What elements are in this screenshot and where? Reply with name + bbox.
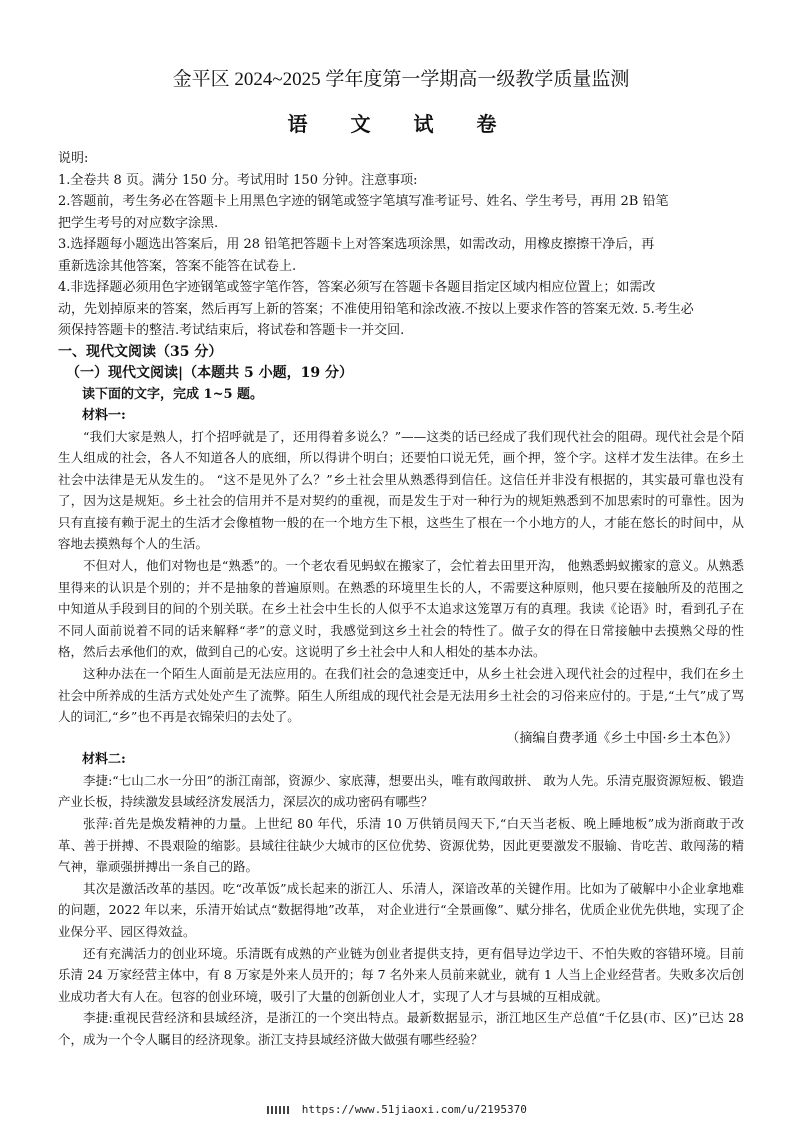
paragraph: 张萍:首先是焕发精神的力量。上世纪 80 年代，乐清 10 万供销员闯天下,“白天当老板、晚上睡地板”成为浙商敢于改革、善于拼搏、不畏艰险的缩影。县域往往缺少大城市的区位优势、资源优势，因此更要激发不服输、肯吃苦、敢闯荡的精气神，靠顽强拼搏出一条自己的路。 (58, 816, 744, 875)
footer-watermark (0, 1103, 794, 1116)
paragraph: 这种办法在一个陌生人面前是无法应用的。在我们社会的急速变迁中，从乡土社会进入现代社会的过程中，我们在乡土社会中所养成的生活方式处处产生了流弊。陌生人所组成的现代社会是无法用乡土社会的习俗来应付的。于是,“土气”成了骂人的词汇,“乡”也不再是衣锦荣归的去处了。 (58, 666, 744, 725)
source-citation: （摘编自费孝通《乡土中国·乡土本色》） (506, 730, 738, 746)
notes-label: 说明: (58, 151, 89, 166)
material-label: 材料二: (82, 751, 126, 767)
site-logo-icon (267, 1106, 289, 1114)
paragraph: 还有充满活力的创业环境。乐清既有成熟的产业链为创业者提供支持，更有倡导边学边干、不怕失败的容错环境。目前乐清 24 万家经营主体中，有 8 万家是外来人员开的；每 7 名外来人员前来就业，就有 1 人当上企业经营者。失败多次后创业成功者大有人在。包容的创业环境，吸引了大量的创新创业人才，实现了人才与县城的互相成就。 (58, 945, 744, 1004)
notes-line: 须保持答题卡的整洁.考试结束后，将试卷和答题卡一并交回. (58, 323, 405, 338)
material-two-text (58, 770, 744, 1051)
instructions-notes (58, 148, 744, 342)
subject-title: 语 文 试 卷 (287, 112, 515, 136)
notes-line: 动，先划掉原来的答案，然后再写上新的答案；不准使用铅笔和涂改液.不按以上要求作答的答案无效. 5.考生必 (58, 301, 694, 317)
paragraph: 李捷:重视民营经济和县域经济，是浙江的一个突出特点。最新数据显示，浙江地区生产总值“千亿县(市、区)”已达 28 个，成为一个令人瞩目的经济现象。浙江支持县域经济做大做强有哪些经验？ (58, 1010, 744, 1047)
notes-line: 重新选涂其他答案，答案不能答在试卷上. (58, 258, 297, 274)
notes-line: 3.选择题每小题选出答案后，用 28 铅笔把答题卡上对答案选项涂黑，如需改动，用橡皮擦擦干净后，再 (58, 237, 655, 252)
footer-url[interactable]: https://www.51jiaoxi.com/u/2195370 (301, 1103, 527, 1116)
paragraph: 李捷:“七山二水一分田”的浙江南部，资源少、家底薄，想要出头，唯有敢闯敢拼、 敢为人先。乐清克服资源短板、锻造产业长板，持续激发县域经济发展活力，深层次的成功密码有哪些？ (58, 772, 744, 810)
section-heading: 一、现代文阅读（35 分） (58, 343, 223, 360)
notes-line: 4.非选择题必须用色字迹钢笔或签字笔作答，答案必须写在答题卡各题目指定区域内相应位置上；如需改 (58, 280, 656, 295)
paragraph: “我们大家是熟人，打个招呼就是了，还用得着多说么？”——这类的话已经成了我们现代社会的阻碍。现代社会是个陌生人组成的社会，各人不知道各人的底细，所以得讲个明白；还要怕口说无凭，画个押，签个字。这样才发生法律。在乡土社会中法律是无从发生的。 “这不是见外了么？”乡土社会里从熟悉得到信任。这信任并非没有根据的，其实最可靠也没有了，因为这是规矩。乡土社会的信用并不是对契约的重视，而是发生于对一种行为的规矩熟悉到不加思索时的可靠性。因为只有直接有赖于泥土的生活才会像植物一般的在一个地方生下根，这些生了根在一个小地方的人，才能在悠长的时间中，从容地去摸熟每个人的生活。 (58, 428, 744, 552)
notes-line: 1.全卷共 8 页。满分 150 分。考试用时 150 分钟。注意事项: (58, 172, 418, 188)
paragraph: 其次是激活改革的基因。吃“改革饭”成长起来的浙江人、乐清人，深谙改革的关键作用。比如为了破解中小企业拿地难的问题，2022 年以来，乐清开始试点“数据得地”改革， 对企业进行“全景画像”、赋分排名，优质企业优先供地，实现了企业保分平、园区得效益。 (58, 880, 744, 939)
notes-line: 2.答题前，考生务必在答题卡上用黑色字迹的钢笔或签字笔填写准考证号、姓名、学生考号，再用 2B 铅笔 (58, 194, 669, 209)
material-label: 材料一: (82, 407, 126, 423)
exam-title: 金平区 2024~2025 学年度第一学期高一级教学质量监测 (172, 69, 630, 90)
notes-line: 把学生考号的对应数字涂黑. (58, 215, 219, 231)
material-one-text (58, 426, 744, 728)
subsection-heading: （一）现代文阅读|（本题共 5 小题，19 分） (66, 364, 353, 381)
reading-instruction: 读下面的文字，完成 1~5 题。 (82, 386, 264, 402)
paragraph: 不但对人，他们对物也是“熟悉”的。一个老农看见蚂蚁在搬家了，会忙着去田里开沟， 他熟悉蚂蚁搬家的意义。从熟悉里得来的认识是个别的；并不是抽象的普遍原则。在熟悉的环境里生长的人，不需要这种原则，他只要在接触所及的范围之中知道从手段到目的间的个别关联。在乡土社会中生长的人似乎不太追求这笼罩万有的真理。我读《论语》时，看到孔子在不同人面前说着不同的话来解释“孝”的意义时，我感觉到这乡土社会的特性了。做子女的得在日常接触中去摸熟父母的性格，然后去承他们的欢，做到自己的心安。这说明了乡土社会中人和人相处的基本办法。 (58, 558, 744, 660)
